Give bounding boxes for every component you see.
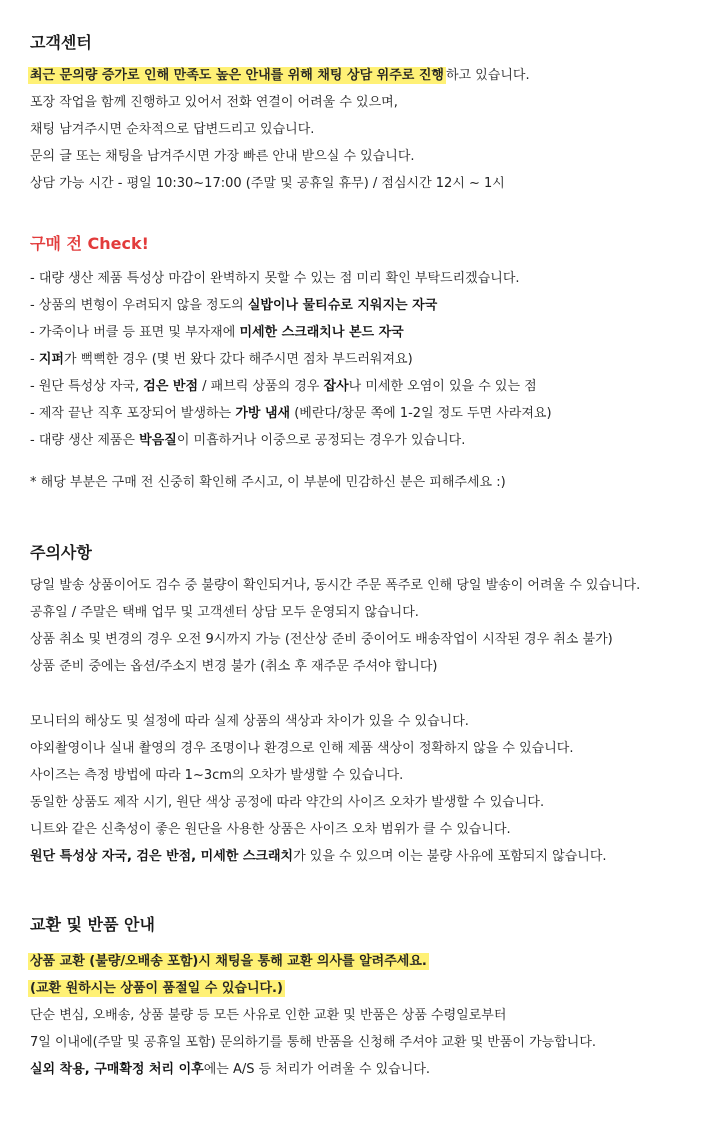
caution-line: 동일한 상품도 제작 시기, 원단 색상 공정에 따라 약간의 사이즈 오차가 발생할 수 있습니다. xyxy=(30,795,545,810)
check-item xyxy=(30,350,413,370)
check-item-bold: 박음질 xyxy=(139,433,177,448)
customer-center-title: 고객센터 xyxy=(30,33,92,52)
caution-line: 사이즈는 측정 방법에 따라 1~3cm의 오차가 발생할 수 있습니다. xyxy=(30,768,404,783)
caution-line: 모니터의 해상도 및 설정에 따라 실제 상품의 색상과 차이가 있을 수 있습니다. xyxy=(30,714,469,729)
exchange-highlight-line xyxy=(30,979,285,999)
check-item xyxy=(30,296,437,316)
caution-line: 상품 준비 중에는 옵션/주소지 변경 불가 (취소 후 재주문 주셔야 합니다) xyxy=(30,659,438,674)
check-item-text: 가 뻑뻑한 경우 (몇 번 왔다 갔다 해주시면 점차 부드러워져요) xyxy=(63,352,413,367)
caution-line xyxy=(30,847,607,867)
check-item xyxy=(30,377,537,397)
check-item xyxy=(30,404,552,424)
check-item-text: - 가죽이나 버클 등 표면 및 부자재에 xyxy=(30,325,240,340)
customer-center-highlight-line xyxy=(30,66,530,86)
check-item-bold: 가방 냄새 xyxy=(235,406,291,421)
check-item xyxy=(30,431,465,451)
exchange-line xyxy=(30,1060,430,1080)
check-item-text: - 상품의 변형이 우려되지 않을 정도의 xyxy=(30,298,248,313)
customer-center-highlight-tail: 하고 있습니다. xyxy=(445,68,530,83)
exchange-highlight: 상품 교환 (불량/오배송 포함)시 채팅을 통해 교환 의사를 알려주세요. xyxy=(30,954,427,969)
caution-bold: 원단 특성상 자국, 검은 반점, 미세한 스크래치 xyxy=(30,849,294,864)
check-item: - 대량 생산 제품 특성상 마감이 완벽하지 못할 수 있는 점 미리 확인 부탁드리겠습니다. xyxy=(30,271,520,286)
caution-line: 상품 취소 및 변경의 경우 오전 9시까지 가능 (전산상 준비 중이어도 배송작업이 시작된 경우 취소 불가) xyxy=(30,632,613,647)
customer-center-highlight: 최근 문의량 증가로 인해 만족도 높은 안내를 위해 채팅 상담 위주로 진행 xyxy=(30,68,444,83)
check-item-text: 나 미세한 오염이 있을 수 있는 점 xyxy=(348,379,537,394)
check-item-bold: 미세한 스크래치나 본드 자국 xyxy=(239,325,404,340)
exchange-line: 7일 이내에(주말 및 공휴일 포함) 문의하기를 통해 반품을 신청해 주셔야 교환 및 반품이 가능합니다. xyxy=(30,1035,597,1050)
check-item-text: - xyxy=(30,352,39,367)
check-item-bold: 잡사 xyxy=(323,379,349,394)
check-item xyxy=(30,323,404,343)
caution-line: 야외촬영이나 실내 촬영의 경우 조명이나 환경으로 인해 제품 색상이 정확하지 않을 수 있습니다. xyxy=(30,741,574,756)
check-item-text: - 제작 끝난 직후 포장되어 발생하는 xyxy=(30,406,236,421)
caution-line: 공휴일 / 주말은 택배 업무 및 고객센터 상담 모두 운영되지 않습니다. xyxy=(30,605,419,620)
caution-line: 니트와 같은 신축성이 좋은 원단을 사용한 상품은 사이즈 오차 범위가 클 수 있습니다. xyxy=(30,822,511,837)
customer-center-line: 채팅 남겨주시면 순차적으로 답변드리고 있습니다. xyxy=(30,122,315,137)
caution-line: 당일 발송 상품이어도 검수 중 불량이 확인되거나, 동시간 주문 폭주로 인해 당일 발송이 어려울 수 있습니다. xyxy=(30,578,641,593)
check-item-bold: 지퍼 xyxy=(38,352,64,367)
customer-center-line: 포장 작업을 함께 진행하고 있어서 전화 연결이 어려울 수 있으며, xyxy=(30,95,398,110)
check-item-text: 이 미흡하거나 이중으로 공정되는 경우가 있습니다. xyxy=(176,433,466,448)
customer-center-line: 문의 글 또는 채팅을 남겨주시면 가장 빠른 안내 받으실 수 있습니다. xyxy=(30,149,415,164)
exchange-highlight-line xyxy=(30,952,429,972)
exchange-text: 에는 A/S 등 처리가 어려울 수 있습니다. xyxy=(203,1062,431,1077)
exchange-title: 교환 및 반품 안내 xyxy=(30,915,155,934)
check-item-text: (베란다/창문 쪽에 1-2일 정도 두면 사라져요) xyxy=(290,406,552,421)
caution-text: 가 있을 수 있으며 이는 불량 사유에 포함되지 않습니다. xyxy=(293,849,607,864)
exchange-highlight: (교환 원하시는 상품이 품절일 수 있습니다.) xyxy=(30,981,283,996)
check-item-text: - 대량 생산 제품은 xyxy=(30,433,140,448)
exchange-bold: 실외 착용, 구매확정 처리 이후 xyxy=(30,1062,204,1077)
exchange-line: 단순 변심, 오배송, 상품 불량 등 모든 사유로 인한 교환 및 반품은 상품 수령일로부터 xyxy=(30,1008,507,1023)
check-item-bold: 검은 반점 xyxy=(143,379,199,394)
customer-center-hours: 상담 가능 시간 - 평일 10:30~17:00 (주말 및 공휴일 휴무) / 점심시간 12시 ~ 1시 xyxy=(30,176,505,191)
purchase-check-title: 구매 전 Check! xyxy=(30,234,149,253)
cautions-title: 주의사항 xyxy=(30,543,92,562)
check-item-bold: 실밥이나 물티슈로 지워지는 자국 xyxy=(247,298,438,313)
check-item-text: / 패브릭 상품의 경우 xyxy=(198,379,324,394)
check-item-text: - 원단 특성상 자국, xyxy=(30,379,144,394)
check-note: * 해당 부분은 구매 전 신중히 확인해 주시고, 이 부분에 민감하신 분은 피해주세요 :) xyxy=(30,475,506,490)
